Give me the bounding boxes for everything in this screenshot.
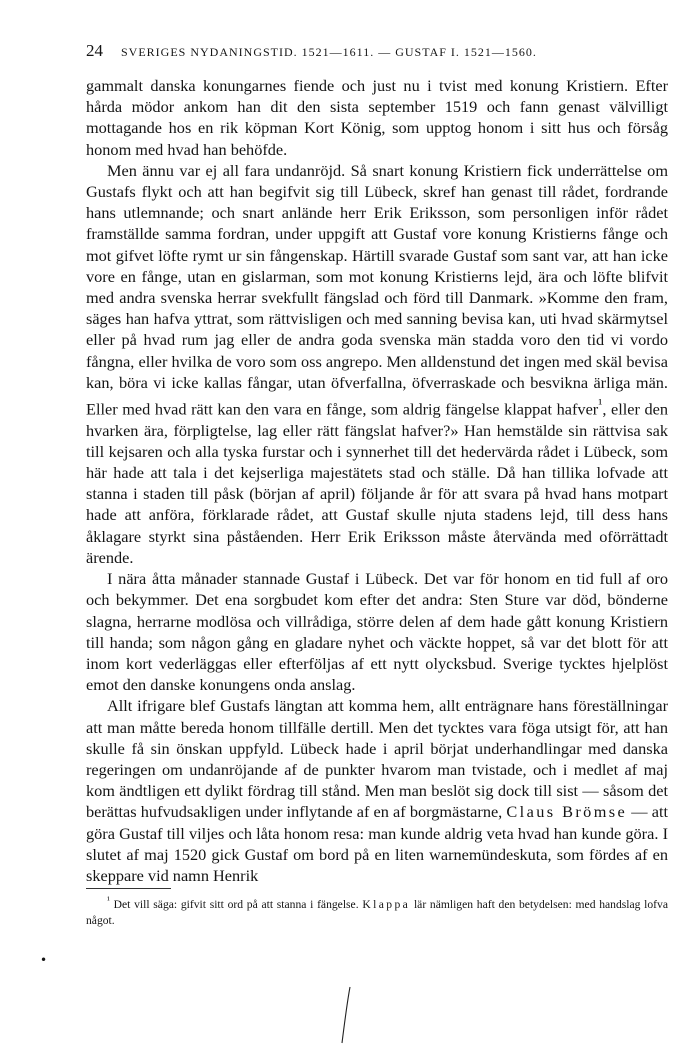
paragraph-4 bbox=[86, 695, 668, 886]
text-run: , eller den hvarken ära, förpligtelse, lag eller rätt fängslat hafver?» Han hemstälde sin rättvisa sak till kejsaren och alla tyska furstar och i synnerhet till det hedervärda rådet i Lübeck, som här hade att tala i det kejserliga majestätets stad och ställe. Då han tillika lofvade att stanna i staden till påsk (början af april) följande år för att svara på hvad hans motpart hade att anföra, förklarade rådet, att Gustaf skulle njuta stadens lejd, till dess hans åklagare styrkt sina påståenden. Herr Erik Eriksson måste återvända med oförrättadt ärende. bbox=[86, 399, 669, 567]
pencil-stroke bbox=[342, 987, 350, 1043]
footnote-spaced-word: Klappa bbox=[362, 898, 411, 911]
body-text bbox=[86, 75, 668, 886]
text-run: I nära åtta månader stannade Gustaf i Lübeck. Det var för honom en tid full af oro och bekymmer. Det ena sorgbudet kom efter det andra: Sten Sture var död, bönderne slagna, herrarne modlösa och villrådiga, större delen af dem hade gått konung Kristiern till handa; som någon gång en gladare nyhet och väckte hoppet, så var det blott för att inom kort vederläggas eller efterföljas af ett nytt olycksbud. Sverige tycktes hjelplöst emot den danske konungens onda anslag. bbox=[86, 569, 668, 695]
spaced-name: Claus Brömse bbox=[506, 802, 628, 822]
paragraph-2 bbox=[86, 160, 668, 568]
margin-mark: • bbox=[40, 953, 48, 967]
book-page bbox=[86, 40, 668, 929]
footnote-marker: ¹ bbox=[107, 895, 110, 907]
running-head bbox=[86, 40, 668, 62]
running-title: SVERIGES NYDANINGSTID. 1521—1611. — GUSTAF I. 1521—1560. bbox=[121, 45, 537, 59]
text-run: Men ännu var ej all fara undanröjd. Så snart konung Kristiern fick underrättelse om Gustafs flykt och att han begifvit sig till Lübeck, skref han genast till rådet, fordrande hans utlemnande; och snart anlände herr Erik Eriksson, som personligen inför rådet framställde samma fordran, under uppgift att Gustaf vore konung Kristierns fånge och mot gifvet löfte rymt ur sin fångenskap. Härtill svarade Gustaf som sant var, att han icke vore en fånge, utan en gislarman, som mot konung Kristierns lejd, ära och löfte blifvit med andra svenska herrar svekfullt fängslad och förd till Danmark. »Komme den fram, säges han hafva yttrat, som rättvisligen och med sanning bevisa kan, uti hvad skärmytsel eller på hvad rum jag eller de andra goda svenska män stadda voro den tid vi vordo fångna, eller hvilka de voro som oss angrepo. Men alldenstund det ingen med skäl bevisa kan, böra vi icke kallas fångar, utan öfverfallna, öfverraskade och besvikna ärliga män. Eller med hvad rätt kan den vara en fånge, som aldrig fängelse klappat hafver bbox=[86, 160, 668, 419]
footnote-reference[interactable]: ¹ bbox=[598, 396, 603, 412]
text-run: gammalt danska konungarnes fiende och just nu i tvist med konung Kristiern. Efter hårda mödor ankom han dit den sista september 1519 och fann genast välvilligt mottagande hos en rik köpman Kort König, som upptog honom i sitt hus och försåg honom med hvad han behöfde. bbox=[86, 76, 668, 159]
footnote-text: Det vill säga: gifvit sitt ord på att stanna i fängelse. bbox=[109, 898, 363, 911]
paragraph-3 bbox=[86, 568, 668, 695]
footnote bbox=[86, 893, 668, 929]
text-run: Allt ifrigare blef Gustafs längtan att komma hem, allt enträgnare hans föreställningar att man måtte bereda honom tillfälle dertill. Men det tycktes vara föga utsigt för, att han skulle få sin önskan uppfyld. Lübeck hade i april börjat underhandlingar med danska regeringen om undanröjande af de punkter hvarom man tvistade, och i medlet af maj kom ändtligen ett dylikt fördrag till stånd. Men man beslöt sig dock till sist — såsom det berättas hufvudsakligen under inflytande af en af borgmästarne, bbox=[86, 696, 668, 822]
page-number: 24 bbox=[86, 41, 103, 60]
footnote-text: lär nämligen haft den betydelsen: med handslag lofva något. bbox=[86, 898, 668, 927]
paragraph-1 bbox=[86, 75, 668, 160]
text-run: — att göra Gustaf till viljes och låta honom resa: man kunde aldrig veta hvad han kunde göra. I slutet af maj 1520 gick Gustaf om bord på en liten warnemündeskuta, som fördes af en skeppare vid namn Henrik bbox=[86, 802, 668, 885]
pencil-mark-icon bbox=[336, 985, 356, 1045]
footnote-divider bbox=[86, 888, 171, 889]
